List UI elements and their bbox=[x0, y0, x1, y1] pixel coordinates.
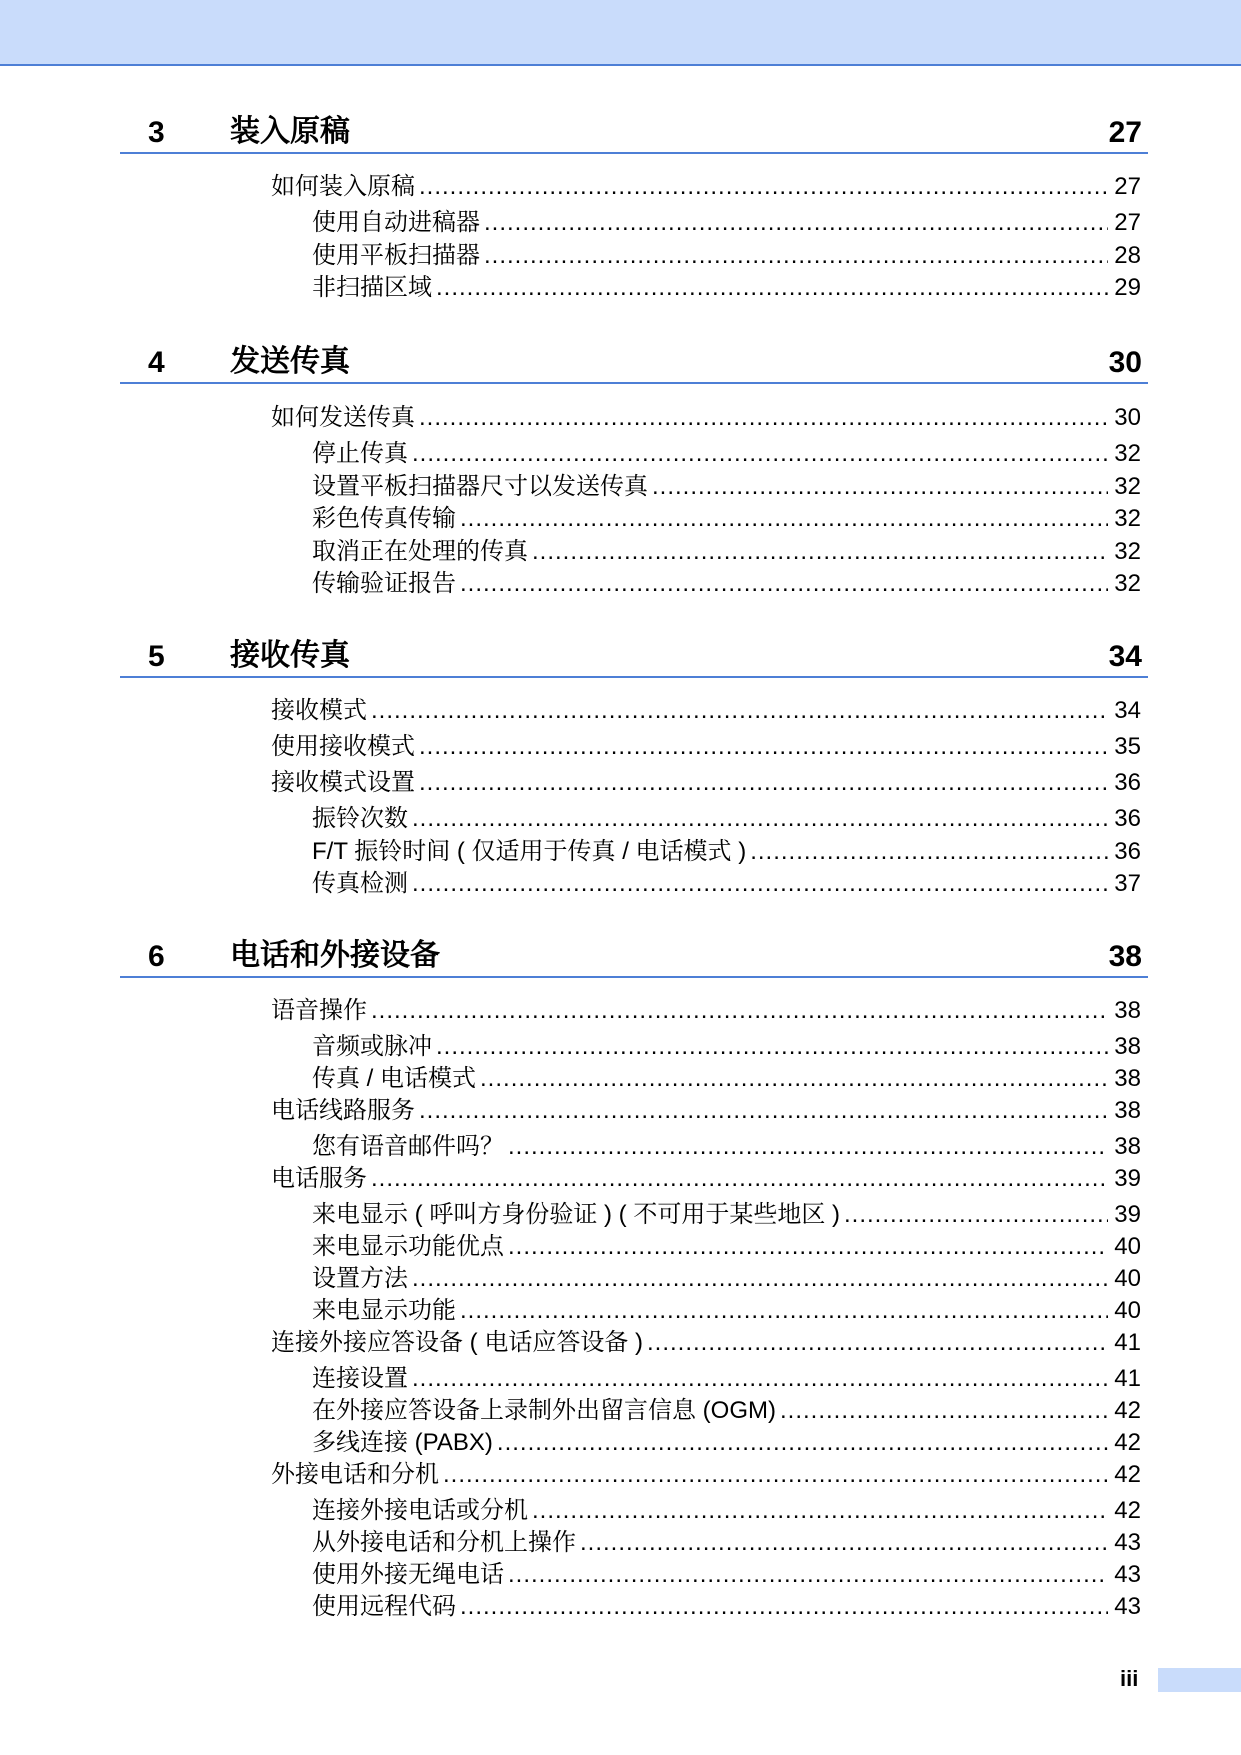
dot-leader bbox=[419, 402, 1108, 434]
toc-entry-page: 29 bbox=[1114, 274, 1141, 301]
toc-entry[interactable] bbox=[312, 568, 1141, 600]
dot-leader bbox=[412, 438, 1108, 470]
toc-entry-page: 38 bbox=[1114, 1097, 1141, 1124]
toc-entry-label: 来电显示功能 bbox=[312, 1297, 456, 1324]
toc-entry[interactable] bbox=[271, 171, 1141, 203]
toc-entry-label: 外接电话和分机 bbox=[271, 1461, 439, 1488]
toc-entry-label: 如何发送传真 bbox=[271, 404, 415, 431]
dot-leader bbox=[780, 1395, 1108, 1427]
toc-entry-label: 非扫描区域 bbox=[312, 274, 432, 301]
toc-entry-label: 您有语音邮件吗？ bbox=[312, 1133, 504, 1160]
toc-entry-label: 设置方法 bbox=[312, 1265, 408, 1292]
dot-leader bbox=[419, 171, 1108, 203]
toc-entry-page: 43 bbox=[1114, 1593, 1141, 1620]
toc-entry-label: 多线连接 (PABX) bbox=[312, 1429, 493, 1456]
toc-entry[interactable] bbox=[271, 995, 1141, 1027]
toc-entry[interactable] bbox=[271, 731, 1141, 763]
toc-entry-label: 使用自动进稿器 bbox=[312, 209, 480, 236]
toc-entry-page: 27 bbox=[1114, 209, 1141, 236]
toc-entry-page: 38 bbox=[1114, 1065, 1141, 1092]
dot-leader bbox=[532, 536, 1108, 568]
toc-entry[interactable] bbox=[312, 1295, 1141, 1327]
dot-leader bbox=[412, 868, 1108, 900]
dot-leader bbox=[412, 803, 1108, 835]
toc-entry[interactable] bbox=[312, 471, 1141, 503]
dot-leader bbox=[460, 568, 1108, 600]
toc-entry-page: 32 bbox=[1114, 440, 1141, 467]
dot-leader bbox=[419, 767, 1108, 799]
toc-entry-label: 接收模式设置 bbox=[271, 769, 415, 796]
toc-entry-page: 32 bbox=[1114, 570, 1141, 597]
dot-leader bbox=[508, 1231, 1108, 1263]
chapter-heading[interactable] bbox=[120, 110, 1148, 154]
chapter-number: 4 bbox=[148, 346, 165, 379]
toc-entry-label: 传真检测 bbox=[312, 870, 408, 897]
dot-leader bbox=[460, 503, 1108, 535]
toc-entry[interactable] bbox=[312, 240, 1141, 272]
toc-entry-label: 连接外接应答设备 ( 电话应答设备 ) bbox=[271, 1329, 643, 1356]
dot-leader bbox=[580, 1527, 1108, 1559]
toc-entry-page: 36 bbox=[1114, 769, 1141, 796]
chapter-page: 38 bbox=[1108, 940, 1142, 973]
dot-leader bbox=[844, 1199, 1108, 1231]
dot-leader bbox=[436, 272, 1108, 304]
dot-leader bbox=[460, 1295, 1108, 1327]
toc-entry-label: 如何装入原稿 bbox=[271, 173, 415, 200]
chapter-title: 电话和外接设备 bbox=[230, 939, 440, 972]
chapter-number: 6 bbox=[148, 940, 165, 973]
toc-entry[interactable] bbox=[312, 1031, 1141, 1063]
toc-entry-page: 40 bbox=[1114, 1297, 1141, 1324]
toc-entry[interactable] bbox=[312, 1063, 1141, 1095]
dot-leader bbox=[484, 240, 1108, 272]
toc-entry[interactable] bbox=[312, 536, 1141, 568]
chapter-number: 5 bbox=[148, 640, 165, 673]
chapter-heading[interactable] bbox=[120, 934, 1148, 978]
toc-entry-page: 42 bbox=[1114, 1397, 1141, 1424]
dot-leader bbox=[412, 1263, 1108, 1295]
toc-entry-label: 设置平板扫描器尺寸以发送传真 bbox=[312, 473, 648, 500]
dot-leader bbox=[508, 1131, 1108, 1163]
chapter-title: 装入原稿 bbox=[230, 115, 350, 148]
toc-entry-page: 38 bbox=[1114, 997, 1141, 1024]
dot-leader bbox=[436, 1031, 1108, 1063]
dot-leader bbox=[460, 1591, 1108, 1623]
toc-entry[interactable] bbox=[312, 272, 1141, 304]
toc-entry-page: 32 bbox=[1114, 473, 1141, 500]
toc-entry[interactable] bbox=[312, 1427, 1141, 1459]
toc-entry-label: 音频或脉冲 bbox=[312, 1033, 432, 1060]
toc-entry-page: 32 bbox=[1114, 538, 1141, 565]
toc-entry-label: 来电显示 ( 呼叫方身份验证 ) ( 不可用于某些地区 ) bbox=[312, 1201, 840, 1228]
toc-entry-page: 36 bbox=[1114, 805, 1141, 832]
dot-leader bbox=[652, 471, 1108, 503]
toc-entry-label: 连接设置 bbox=[312, 1365, 408, 1392]
toc-entry-page: 41 bbox=[1114, 1329, 1141, 1356]
chapter-page: 30 bbox=[1108, 346, 1142, 379]
chapter-title: 接收传真 bbox=[230, 639, 350, 672]
dot-leader bbox=[508, 1559, 1108, 1591]
toc-entry[interactable] bbox=[312, 1199, 1141, 1231]
toc-entry-page: 32 bbox=[1114, 505, 1141, 532]
toc-entry[interactable] bbox=[271, 1163, 1141, 1195]
toc-entry-label: 使用接收模式 bbox=[271, 733, 415, 760]
dot-leader bbox=[371, 695, 1108, 727]
chapter-heading[interactable] bbox=[120, 634, 1148, 678]
toc-entry-label: 传真 / 电话模式 bbox=[312, 1065, 477, 1092]
toc-entry-page: 40 bbox=[1114, 1265, 1141, 1292]
toc-entry-label: 电话线路服务 bbox=[271, 1097, 415, 1124]
toc-entry-page: 40 bbox=[1114, 1233, 1141, 1260]
dot-leader bbox=[443, 1459, 1108, 1491]
toc-entry-page: 36 bbox=[1114, 838, 1141, 865]
toc-entry[interactable] bbox=[312, 1591, 1141, 1623]
dot-leader bbox=[484, 207, 1108, 239]
dot-leader bbox=[480, 1063, 1108, 1095]
toc-entry-label: 振铃次数 bbox=[312, 805, 408, 832]
dot-leader bbox=[419, 731, 1108, 763]
toc-entry-page: 30 bbox=[1114, 404, 1141, 431]
toc-entry[interactable] bbox=[312, 1559, 1141, 1591]
toc-entry[interactable] bbox=[312, 1495, 1141, 1527]
toc-entry[interactable] bbox=[312, 1131, 1141, 1163]
toc-entry-label: 使用远程代码 bbox=[312, 1593, 456, 1620]
toc-entry[interactable] bbox=[312, 1231, 1141, 1263]
toc-entry[interactable] bbox=[312, 503, 1141, 535]
page-number: iii bbox=[1120, 1666, 1139, 1691]
toc-entry[interactable] bbox=[312, 1363, 1141, 1395]
toc-entry[interactable] bbox=[312, 1395, 1141, 1427]
toc-entry-page: 27 bbox=[1114, 173, 1141, 200]
toc-entry[interactable] bbox=[312, 438, 1141, 470]
toc-entry-label: 在外接应答设备上录制外出留言信息 (OGM) bbox=[312, 1397, 776, 1424]
chapter-page: 34 bbox=[1108, 640, 1142, 673]
toc-entry-label: 使用平板扫描器 bbox=[312, 242, 480, 269]
toc-entry-label: 来电显示功能优点 bbox=[312, 1233, 504, 1260]
toc-entry[interactable] bbox=[312, 1263, 1141, 1295]
toc-entry-label: 从外接电话和分机上操作 bbox=[312, 1529, 576, 1556]
toc-entry-page: 41 bbox=[1114, 1365, 1141, 1392]
toc-entry[interactable] bbox=[271, 1095, 1141, 1127]
toc-entry[interactable] bbox=[271, 1459, 1141, 1491]
toc-entry[interactable] bbox=[312, 1527, 1141, 1559]
toc-entry[interactable] bbox=[271, 695, 1141, 727]
dot-leader bbox=[412, 1363, 1108, 1395]
dot-leader bbox=[750, 836, 1108, 868]
toc-entry-page: 42 bbox=[1114, 1429, 1141, 1456]
chapter-heading[interactable] bbox=[120, 340, 1148, 384]
toc-entry-page: 39 bbox=[1114, 1165, 1141, 1192]
toc-entry-page: 34 bbox=[1114, 697, 1141, 724]
toc-entry-label: 连接外接电话或分机 bbox=[312, 1497, 528, 1524]
chapter-number: 3 bbox=[148, 116, 165, 149]
chapter-page: 27 bbox=[1108, 116, 1142, 149]
dot-leader bbox=[647, 1327, 1108, 1359]
dot-leader bbox=[532, 1495, 1108, 1527]
toc-entry-label: 电话服务 bbox=[271, 1165, 367, 1192]
toc-entry-page: 37 bbox=[1114, 870, 1141, 897]
toc-entry-page: 38 bbox=[1114, 1033, 1141, 1060]
chapter-title: 发送传真 bbox=[230, 345, 350, 378]
toc-entry-label: 传输验证报告 bbox=[312, 570, 456, 597]
toc-entry[interactable] bbox=[312, 868, 1141, 900]
toc-entry[interactable] bbox=[312, 836, 1141, 868]
dot-leader bbox=[371, 995, 1108, 1027]
toc-entry[interactable] bbox=[312, 803, 1141, 835]
toc-entry[interactable] bbox=[271, 402, 1141, 434]
toc-entry-page: 39 bbox=[1114, 1201, 1141, 1228]
toc-entry-label: 取消正在处理的传真 bbox=[312, 538, 528, 565]
dot-leader bbox=[419, 1095, 1108, 1127]
toc-entry-label: 语音操作 bbox=[271, 997, 367, 1024]
toc-entry-page: 28 bbox=[1114, 242, 1141, 269]
toc-entry-label: 使用外接无绳电话 bbox=[312, 1561, 504, 1588]
toc-entry[interactable] bbox=[271, 767, 1141, 799]
toc-entry-label: 停止传真 bbox=[312, 440, 408, 467]
toc-entry-label: 接收模式 bbox=[271, 697, 367, 724]
toc-entry-page: 42 bbox=[1114, 1461, 1141, 1488]
toc-entry-label: F/T 振铃时间 ( 仅适用于传真 / 电话模式 ) bbox=[312, 838, 747, 865]
toc-entry-page: 42 bbox=[1114, 1497, 1141, 1524]
toc-entry[interactable] bbox=[271, 1327, 1141, 1359]
page-tab-marker bbox=[1158, 1668, 1241, 1692]
toc-entry-page: 38 bbox=[1114, 1133, 1141, 1160]
dot-leader bbox=[497, 1427, 1108, 1459]
toc-entry-label: 彩色传真传输 bbox=[312, 505, 456, 532]
dot-leader bbox=[371, 1163, 1108, 1195]
toc-entry[interactable] bbox=[312, 207, 1141, 239]
toc-entry-page: 43 bbox=[1114, 1561, 1141, 1588]
toc-entry-page: 35 bbox=[1114, 733, 1141, 760]
toc-entry-page: 43 bbox=[1114, 1529, 1141, 1556]
